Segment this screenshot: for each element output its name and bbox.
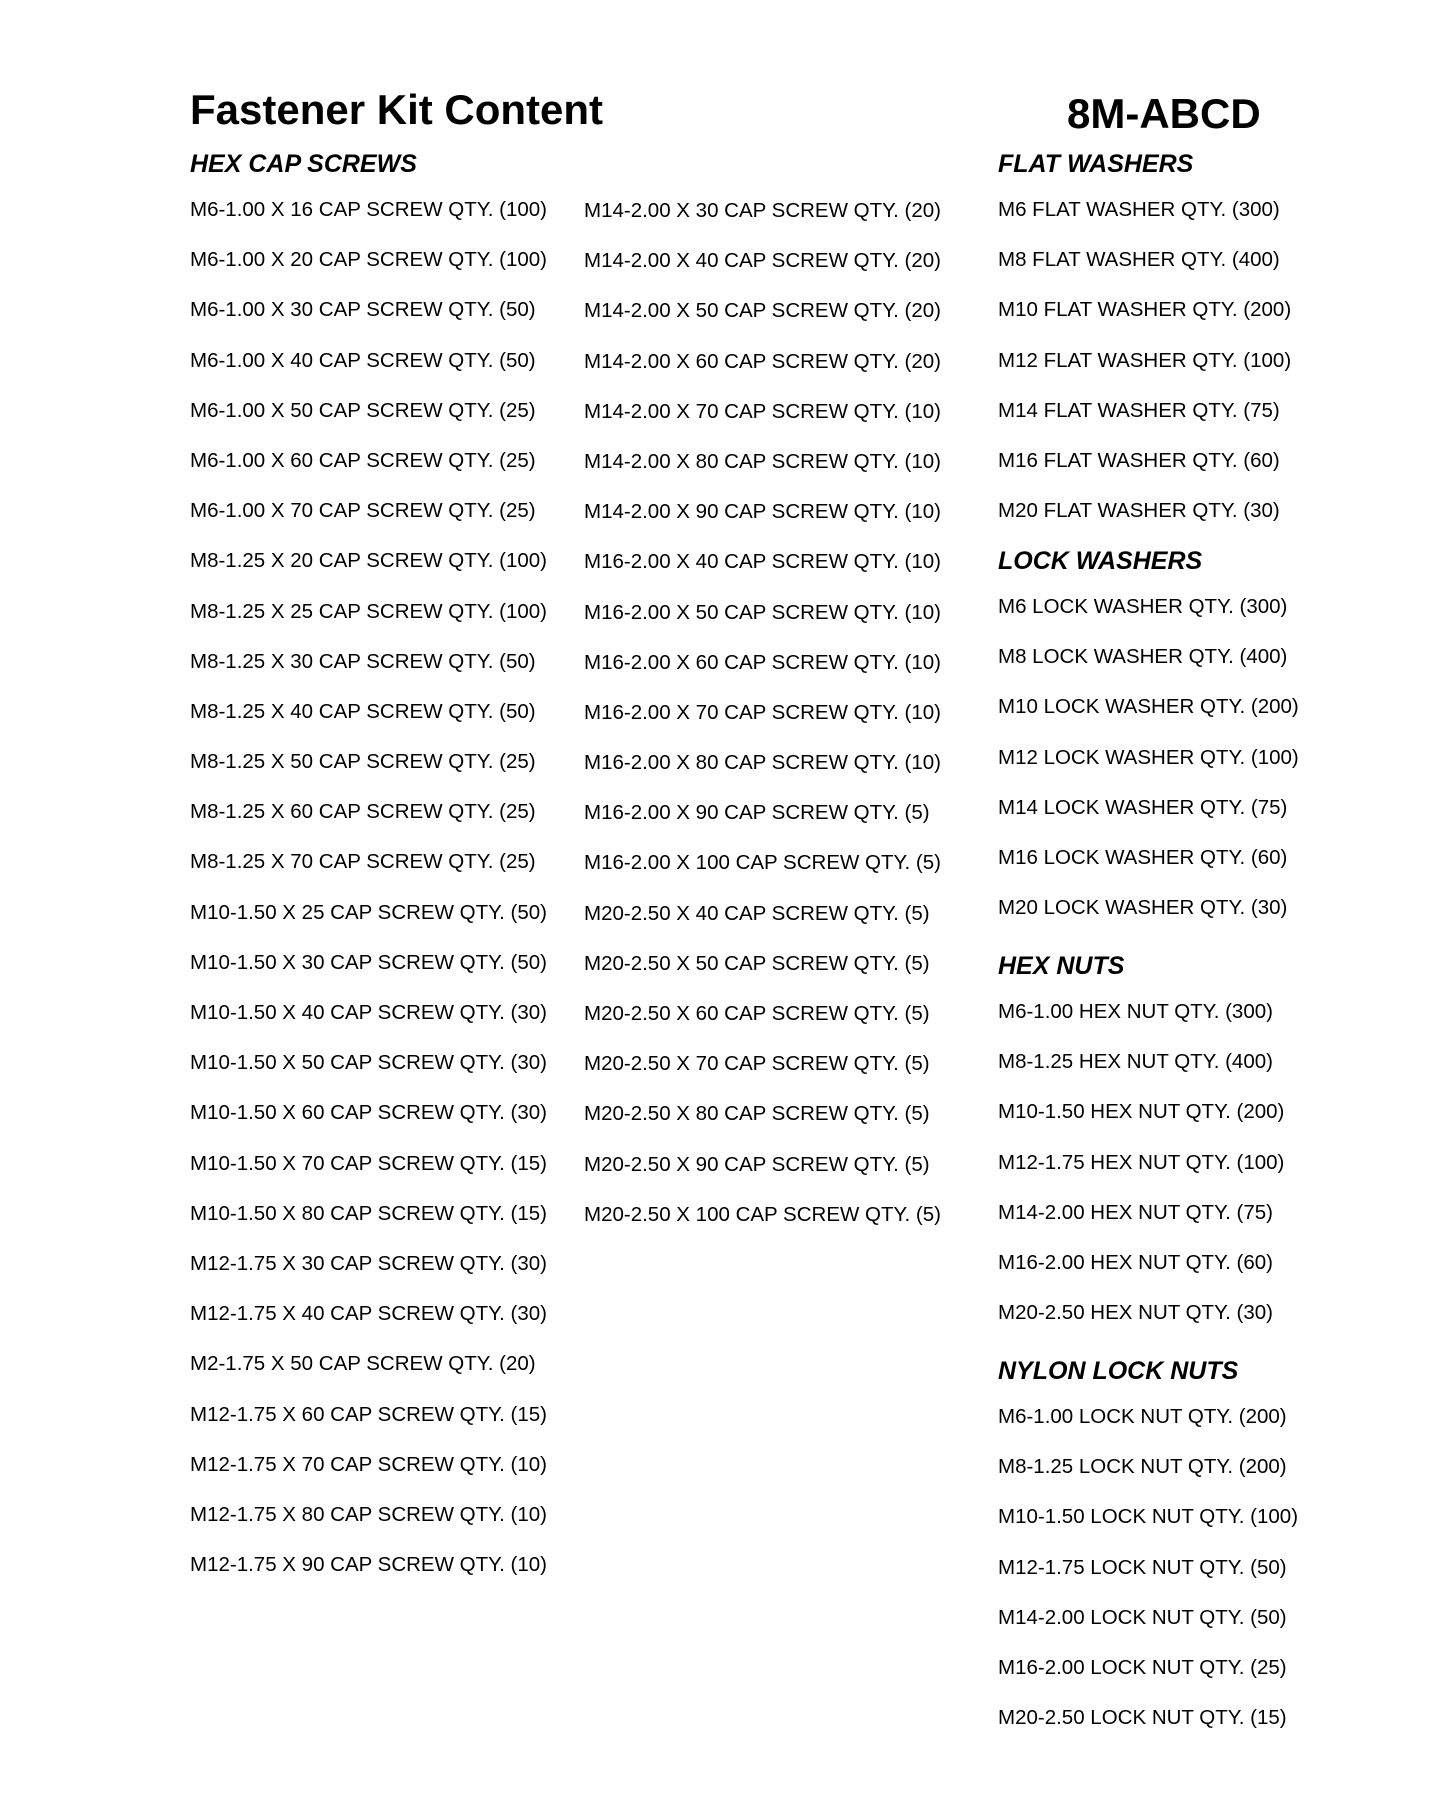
- list-item: M8-1.25 X 40 CAP SCREW QTY. (50): [190, 699, 536, 723]
- list-item: M16 LOCK WASHER QTY. (60): [998, 845, 1288, 869]
- list-item: M20-2.50 X 100 CAP SCREW QTY. (5): [584, 1202, 941, 1226]
- list-item: M10 LOCK WASHER QTY. (200): [998, 695, 1299, 719]
- list-item: M8-1.25 X 70 CAP SCREW QTY. (25): [190, 850, 536, 874]
- list-item: M6 LOCK WASHER QTY. (300): [998, 595, 1288, 618]
- nylon-lock-nuts-list: [998, 1405, 1298, 1756]
- list-item: M16-2.00 X 50 CAP SCREW QTY. (10): [584, 600, 941, 624]
- list-item: M16-2.00 X 100 CAP SCREW QTY. (5): [584, 851, 941, 875]
- list-item: M6-1.00 X 60 CAP SCREW QTY. (25): [190, 448, 536, 472]
- list-item: M14 FLAT WASHER QTY. (75): [998, 398, 1280, 422]
- list-item: M12-1.75 X 30 CAP SCREW QTY. (30): [190, 1251, 547, 1275]
- list-item: M12 LOCK WASHER QTY. (100): [998, 745, 1299, 769]
- list-item: M14 LOCK WASHER QTY. (75): [998, 795, 1288, 819]
- list-item: M10 FLAT WASHER QTY. (200): [998, 298, 1292, 322]
- list-item: M6-1.00 X 30 CAP SCREW QTY. (50): [190, 298, 536, 322]
- list-item: M10-1.50 LOCK NUT QTY. (100): [998, 1505, 1299, 1529]
- list-item: M20-2.50 X 50 CAP SCREW QTY. (5): [584, 951, 930, 975]
- list-item: M8-1.25 HEX NUT QTY. (400): [998, 1050, 1273, 1074]
- list-item: M16-2.00 X 40 CAP SCREW QTY. (10): [584, 550, 941, 574]
- list-item: M12-1.75 X 70 CAP SCREW QTY. (10): [190, 1452, 547, 1476]
- list-item: M20-2.50 X 60 CAP SCREW QTY. (5): [584, 1002, 930, 1025]
- hex-cap-screws-list-b: [584, 199, 941, 1253]
- list-item: M14-2.00 LOCK NUT QTY. (50): [998, 1605, 1287, 1629]
- list-item: M10-1.50 X 25 CAP SCREW QTY. (50): [190, 900, 547, 924]
- list-item: M14-2.00 X 50 CAP SCREW QTY. (20): [584, 299, 941, 323]
- list-item: M20-2.50 HEX NUT QTY. (30): [998, 1301, 1273, 1325]
- page-title: Fastener Kit Content: [190, 86, 604, 133]
- list-item: M8-1.25 X 30 CAP SCREW QTY. (50): [190, 649, 536, 673]
- list-item: M16-2.00 X 70 CAP SCREW QTY. (10): [584, 700, 941, 724]
- list-item: M6-1.00 LOCK NUT QTY. (200): [998, 1405, 1287, 1428]
- list-item: M16-2.00 LOCK NUT QTY. (25): [998, 1655, 1287, 1679]
- list-item: M12-1.75 X 60 CAP SCREW QTY. (15): [190, 1402, 547, 1426]
- list-item: M16-2.00 X 80 CAP SCREW QTY. (10): [584, 751, 941, 775]
- list-item: M8-1.25 X 25 CAP SCREW QTY. (100): [190, 599, 547, 623]
- list-item: M14-2.00 X 40 CAP SCREW QTY. (20): [584, 249, 941, 273]
- list-item: M6-1.00 X 40 CAP SCREW QTY. (50): [190, 348, 536, 372]
- list-item: M14-2.00 X 60 CAP SCREW QTY. (20): [584, 349, 941, 373]
- list-item: M20-2.50 X 40 CAP SCREW QTY. (5): [584, 901, 930, 925]
- list-item: M12-1.75 HEX NUT QTY. (100): [998, 1150, 1285, 1174]
- list-item: M20 LOCK WASHER QTY. (30): [998, 896, 1288, 920]
- list-item: M10-1.50 X 30 CAP SCREW QTY. (50): [190, 950, 547, 974]
- list-item: M8 LOCK WASHER QTY. (400): [998, 645, 1288, 669]
- list-item: M16-2.00 HEX NUT QTY. (60): [998, 1250, 1273, 1274]
- list-item: M14-2.00 X 30 CAP SCREW QTY. (20): [584, 199, 941, 222]
- list-item: M16 FLAT WASHER QTY. (60): [998, 448, 1280, 472]
- section-heading-nylon-lock-nuts: NYLON LOCK NUTS: [998, 1357, 1239, 1385]
- hex-cap-screws-list-a: [190, 198, 547, 1603]
- list-item: M16-2.00 X 60 CAP SCREW QTY. (10): [584, 650, 941, 674]
- list-item: M12-1.75 X 40 CAP SCREW QTY. (30): [190, 1302, 547, 1326]
- flat-washers-list: [998, 198, 1291, 549]
- list-item: M20-2.50 LOCK NUT QTY. (15): [998, 1706, 1287, 1730]
- list-item: M10-1.50 X 70 CAP SCREW QTY. (15): [190, 1151, 547, 1175]
- list-item: M6-1.00 X 50 CAP SCREW QTY. (25): [190, 398, 536, 422]
- list-item: M20-2.50 X 90 CAP SCREW QTY. (5): [584, 1152, 930, 1176]
- list-item: M12-1.75 X 80 CAP SCREW QTY. (10): [190, 1502, 547, 1526]
- lock-washers-list: [998, 595, 1299, 946]
- list-item: M8 FLAT WASHER QTY. (400): [998, 248, 1280, 272]
- list-item: M2-1.75 X 50 CAP SCREW QTY. (20): [190, 1352, 536, 1376]
- list-item: M8-1.25 X 50 CAP SCREW QTY. (25): [190, 750, 536, 774]
- list-item: M10-1.50 X 80 CAP SCREW QTY. (15): [190, 1201, 547, 1225]
- list-item: M10-1.50 HEX NUT QTY. (200): [998, 1100, 1285, 1124]
- list-item: M8-1.25 X 60 CAP SCREW QTY. (25): [190, 800, 536, 824]
- list-item: M6-1.00 X 70 CAP SCREW QTY. (25): [190, 499, 536, 523]
- list-item: M10-1.50 X 40 CAP SCREW QTY. (30): [190, 1001, 547, 1024]
- list-item: M14-2.00 X 90 CAP SCREW QTY. (10): [584, 500, 941, 524]
- list-item: M12-1.75 X 90 CAP SCREW QTY. (10): [190, 1553, 547, 1577]
- list-item: M14-2.00 HEX NUT QTY. (75): [998, 1200, 1273, 1224]
- list-item: M16-2.00 X 90 CAP SCREW QTY. (5): [584, 801, 930, 825]
- section-heading-hex-nuts: HEX NUTS: [998, 952, 1125, 980]
- list-item: M8-1.25 LOCK NUT QTY. (200): [998, 1455, 1287, 1479]
- list-item: M6-1.00 HEX NUT QTY. (300): [998, 1000, 1273, 1023]
- list-item: M6-1.00 X 16 CAP SCREW QTY. (100): [190, 198, 547, 221]
- list-item: M6 FLAT WASHER QTY. (300): [998, 198, 1280, 221]
- list-item: M20-2.50 X 80 CAP SCREW QTY. (5): [584, 1102, 930, 1126]
- section-heading-flat-washers: FLAT WASHERS: [998, 150, 1194, 178]
- list-item: M8-1.25 X 20 CAP SCREW QTY. (100): [190, 549, 547, 573]
- list-item: M20 FLAT WASHER QTY. (30): [998, 499, 1280, 523]
- hex-nuts-list: [998, 1000, 1284, 1351]
- kit-code: 8M-ABCD: [1067, 90, 1261, 137]
- list-item: M12 FLAT WASHER QTY. (100): [998, 348, 1292, 372]
- section-heading-hex-cap-screws: HEX CAP SCREWS: [190, 150, 417, 178]
- list-item: M20-2.50 X 70 CAP SCREW QTY. (5): [584, 1052, 930, 1076]
- list-item: M10-1.50 X 50 CAP SCREW QTY. (30): [190, 1051, 547, 1075]
- list-item: M14-2.00 X 70 CAP SCREW QTY. (10): [584, 399, 941, 423]
- list-item: M14-2.00 X 80 CAP SCREW QTY. (10): [584, 449, 941, 473]
- list-item: M10-1.50 X 60 CAP SCREW QTY. (30): [190, 1101, 547, 1125]
- list-item: M6-1.00 X 20 CAP SCREW QTY. (100): [190, 248, 547, 272]
- list-item: M12-1.75 LOCK NUT QTY. (50): [998, 1555, 1287, 1579]
- section-heading-lock-washers: LOCK WASHERS: [998, 547, 1203, 575]
